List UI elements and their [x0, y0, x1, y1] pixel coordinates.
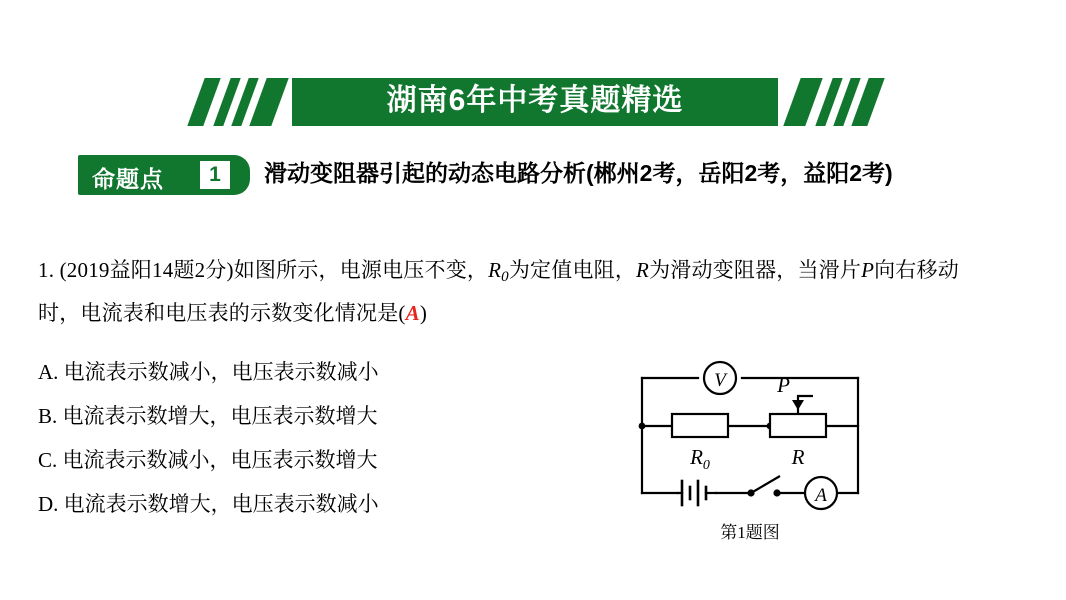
- circuit-svg: [620, 348, 880, 543]
- stem-text-2: 为定值电阻，: [508, 258, 637, 282]
- stem-text-4: 向右移动时，电流表和电压表的示数变化情况是(: [38, 258, 959, 325]
- resistor-symbol: [672, 414, 728, 437]
- battery-symbol: [678, 481, 716, 505]
- banner-bar: [292, 78, 778, 126]
- question-options: [38, 350, 558, 526]
- question-stem: [38, 252, 988, 331]
- node-dot-left: [639, 423, 646, 430]
- circuit-diagram: [620, 348, 880, 543]
- question-source: (2019益阳14题2分): [59, 258, 234, 282]
- stem-text-5: ): [419, 300, 428, 325]
- voltmeter-label: V: [714, 370, 726, 391]
- option-c[interactable]: C. 电流表示数减小，电压表示数增大: [38, 448, 378, 472]
- symbol-r: R: [636, 258, 650, 282]
- option-d[interactable]: D. 电流表示数增大，电压表示数减小: [38, 492, 379, 516]
- section-banner: [196, 78, 874, 126]
- resistor-label: $R_0$: [690, 445, 710, 473]
- slider-label: P: [777, 373, 790, 397]
- figure-caption: 第1题图: [720, 523, 780, 542]
- stem-text-3: 为滑动变阻器，当滑片: [649, 258, 862, 282]
- answer-mark: A: [405, 300, 420, 325]
- symbol-p: P: [861, 258, 875, 282]
- rheostat-symbol: [770, 414, 826, 437]
- ammeter-label: A: [815, 485, 827, 506]
- rheostat-arrow: [792, 400, 804, 410]
- topic-point-number: 1: [200, 161, 230, 189]
- topic-point-title: 滑动变阻器引起的动态电路分析(郴州2考，岳阳2考，益阳2考): [264, 160, 893, 186]
- banner-title: 湖南6年中考真题精选: [386, 84, 684, 117]
- topic-point-badge: [78, 155, 250, 195]
- symbol-r0: R: [488, 258, 502, 282]
- symbol-r0-subscript: 0: [501, 268, 509, 285]
- rheostat-label: R: [791, 445, 805, 469]
- option-a[interactable]: A. 电流表示数减小，电压表示数减小: [38, 360, 379, 384]
- option-b[interactable]: B. 电流表示数增大，电压表示数增大: [38, 404, 378, 428]
- question-number: 1.: [38, 258, 55, 282]
- switch-symbol: [747, 476, 780, 497]
- topic-point-label: 命题点: [92, 166, 164, 192]
- stem-text-1: 如图所示，电源电压不变，: [233, 258, 489, 282]
